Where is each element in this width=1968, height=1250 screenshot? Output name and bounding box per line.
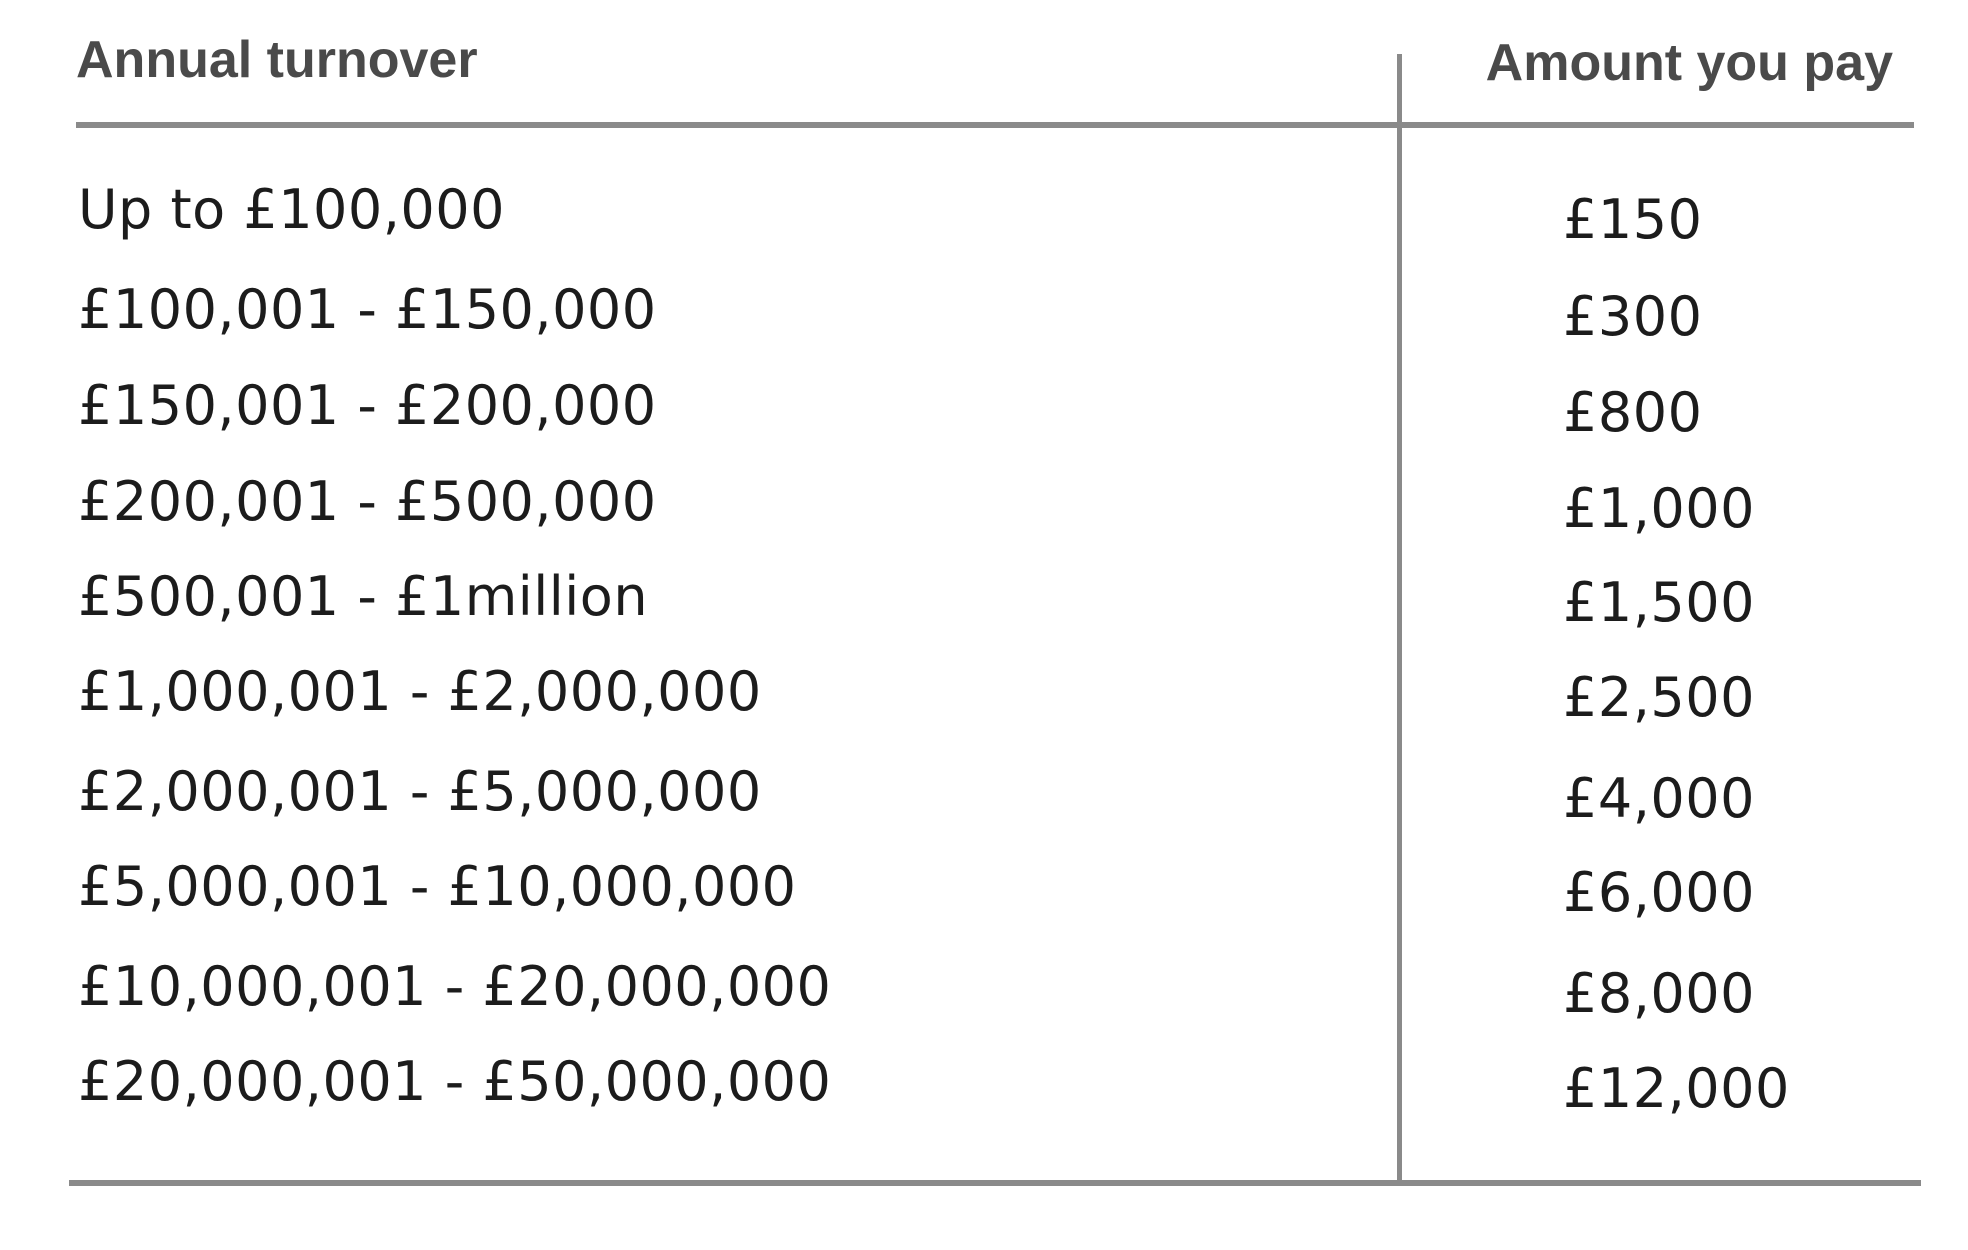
turnover-band-cell: £20,000,001 - £50,000,000 [78,1050,832,1113]
fee-amount-cell: £2,500 [1563,666,1755,729]
fee-amount-cell: £12,000 [1563,1057,1790,1120]
fee-amount-cell: £4,000 [1563,767,1755,830]
fee-amount-cell: £150 [1563,188,1703,251]
header-annual-turnover: Annual turnover [76,31,478,89]
turnover-band-cell: £5,000,001 - £10,000,000 [78,855,797,918]
fee-amount-cell: £6,000 [1563,861,1755,924]
turnover-band-cell: £1,000,001 - £2,000,000 [78,660,762,723]
turnover-band-cell: £150,001 - £200,000 [78,374,657,437]
turnover-band-cell: £100,001 - £150,000 [78,278,657,341]
turnover-band-cell: Up to £100,000 [78,178,506,241]
fee-amount-cell: £300 [1563,285,1703,348]
turnover-band-cell: £10,000,001 - £20,000,000 [78,955,832,1018]
turnover-band-cell: £2,000,001 - £5,000,000 [78,760,762,823]
header-amount-you-pay: Amount you pay [1485,34,1893,92]
fee-amount-cell: £8,000 [1563,962,1755,1025]
fee-amount-cell: £800 [1563,381,1703,444]
fee-amount-cell: £1,500 [1563,571,1755,634]
turnover-band-cell: £500,001 - £1million [78,565,649,628]
turnover-band-cell: £200,001 - £500,000 [78,470,657,533]
fee-amount-cell: £1,000 [1563,477,1755,540]
